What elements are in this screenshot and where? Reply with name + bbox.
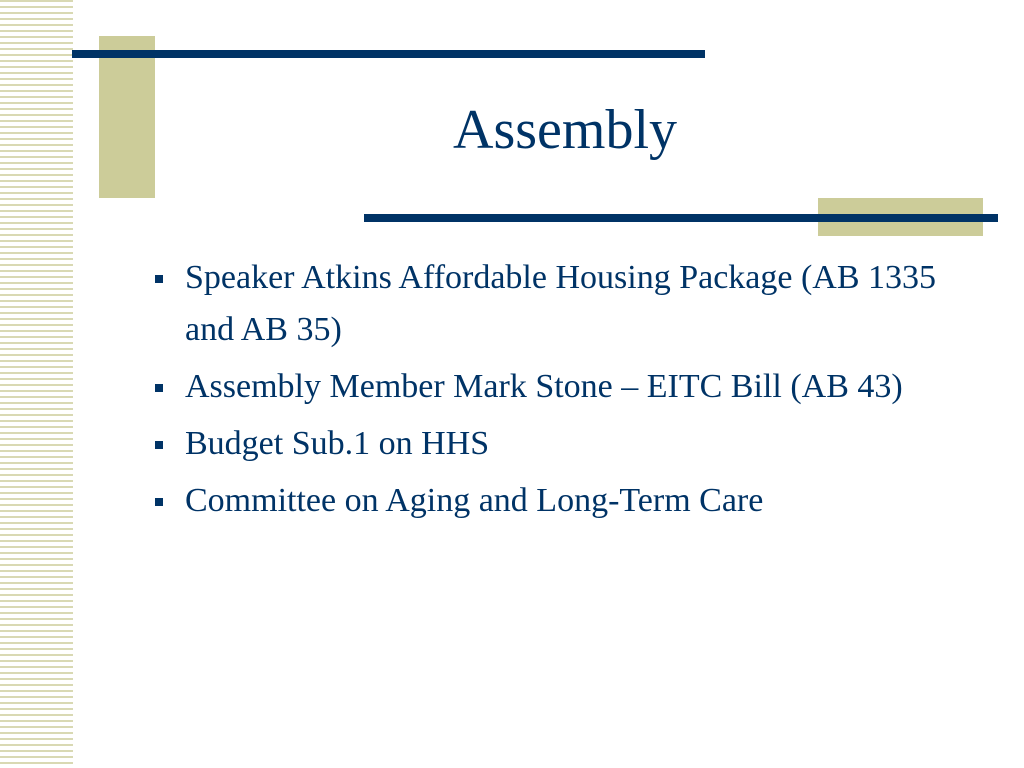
square-bullet-icon — [155, 384, 163, 392]
square-bullet-icon — [155, 441, 163, 449]
accent-block-top — [99, 36, 155, 198]
bullet-text: Speaker Atkins Affordable Housing Package (AB 1335 and AB 35) — [185, 259, 937, 348]
square-bullet-icon — [155, 498, 163, 506]
left-stripe-decoration — [0, 0, 73, 768]
bullet-item — [152, 418, 972, 470]
bullet-text: Committee on Aging and Long-Term Care — [185, 482, 764, 519]
square-bullet-icon — [155, 275, 163, 283]
bullet-text: Budget Sub.1 on HHS — [185, 425, 490, 462]
bullet-item — [152, 252, 972, 356]
title-rule-bottom — [364, 214, 998, 222]
bullet-list — [152, 252, 972, 532]
bullet-item — [152, 475, 972, 527]
bullet-text: Assembly Member Mark Stone – EITC Bill (AB 43) — [185, 368, 903, 405]
title-rule-top — [72, 50, 705, 58]
bullet-item — [152, 361, 972, 413]
slide-title: Assembly — [453, 99, 677, 161]
